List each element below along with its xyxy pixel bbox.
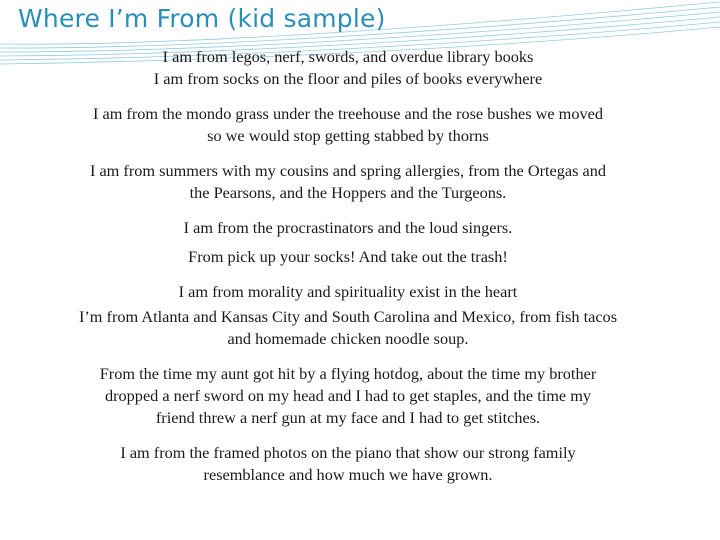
poem-line: and homemade chicken noodle soup. (227, 329, 469, 348)
poem-stanza (22, 160, 674, 204)
poem-line: I am from socks on the floor and piles of books everywhere (153, 69, 543, 88)
poem-line: I am from the procrastinators and the loud singers. (183, 218, 513, 237)
poem-line: From pick up your socks! And take out the trash! (188, 247, 508, 266)
poem-line: resemblance and how much we have grown. (203, 465, 493, 484)
poem-body (22, 46, 674, 486)
poem-stanza (22, 46, 674, 90)
poem-line: I am from the framed photos on the piano that show our strong family (120, 443, 576, 462)
poem-line: I am from legos, nerf, swords, and overdue library books (162, 47, 534, 66)
poem-line: so we would stop getting stabbed by thorns (207, 126, 489, 145)
poem-stanza (22, 103, 674, 147)
slide-title: Where I’m From (kid sample) (18, 4, 386, 33)
poem-stanza (22, 363, 674, 429)
poem-line: I’m from Atlanta and Kansas City and South Carolina and Mexico, from fish tacos (78, 307, 618, 326)
poem-line: I am from morality and spirituality exist in the heart (178, 282, 518, 301)
poem-stanza (22, 442, 674, 486)
poem-line: friend threw a nerf gun at my face and I had to get stitches. (155, 408, 541, 427)
poem-stanza (22, 217, 674, 268)
poem-line: dropped a nerf sword on my head and I had to get staples, and the time my (104, 386, 592, 405)
poem-stanza (22, 281, 674, 350)
poem-line: the Pearsons, and the Hoppers and the Turgeons. (189, 183, 507, 202)
poem-line: I am from the mondo grass under the treehouse and the rose bushes we moved (92, 104, 603, 123)
poem-line: From the time my aunt got hit by a flying hotdog, about the time my brother (99, 364, 597, 383)
poem-line: I am from summers with my cousins and spring allergies, from the Ortegas and (89, 161, 607, 180)
